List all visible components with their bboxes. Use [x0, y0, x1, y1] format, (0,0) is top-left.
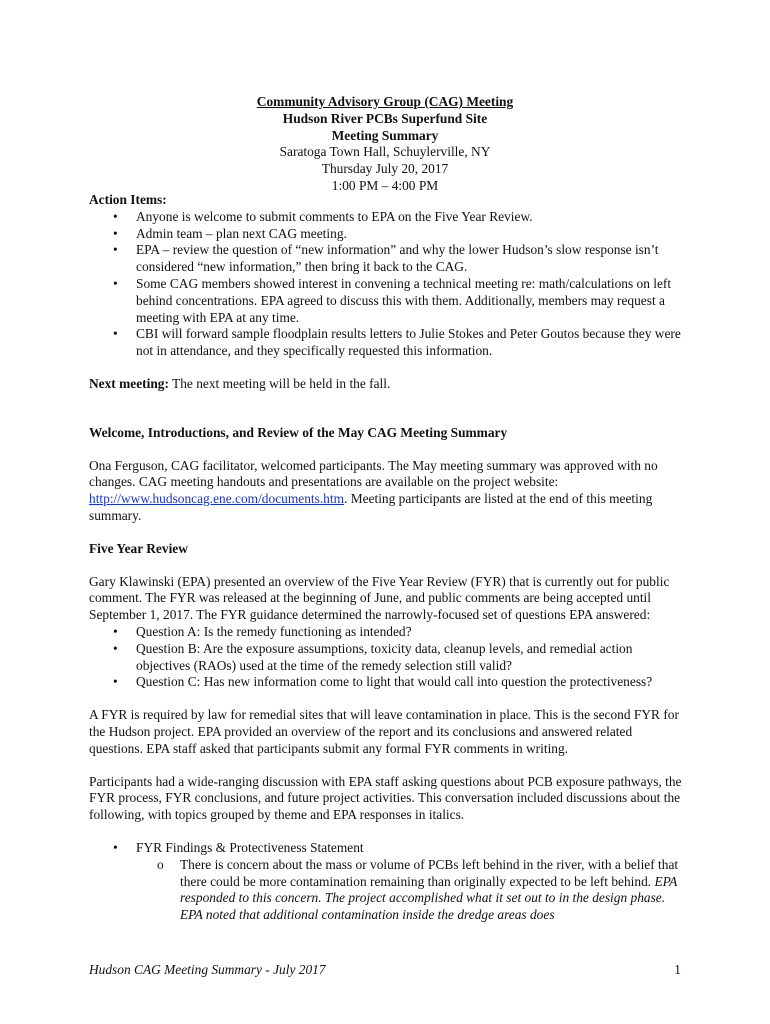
next-meeting [89, 376, 689, 393]
question-item: • Question C: Has new information come to light that would call into question the protectiveness? [89, 674, 689, 691]
project-website-link[interactable]: http://www.hudsoncag.ene.com/documents.htm [89, 491, 344, 507]
welcome-paragraph [89, 458, 689, 525]
topics-list [89, 840, 689, 857]
action-item: • Anyone is welcome to submit comments to EPA on the Five Year Review. [89, 209, 689, 226]
subtopics-list [89, 857, 689, 924]
action-items-list [89, 209, 689, 360]
five-year-paragraph-1: Gary Klawinski (EPA) presented an overview of the Five Year Review (FYR) that is currently out for public comment. The FYR was released at the beginning of June, and public comments are being accepted until September 1, 2017. The FYR guidance determined the narrowly-focused set of questions EPA answered: [89, 573, 670, 623]
action-item: • Admin team – plan next CAG meeting. [89, 226, 689, 243]
question-item: • Question B: Are the exposure assumptions, toxicity data, cleanup levels, and remedial action objectives (RAOs) used at the time of the remedy selection still valid? [89, 641, 689, 675]
page-number: 1 [674, 962, 681, 977]
welcome-text: Ona Ferguson, CAG facilitator, welcomed participants. The May meeting summary was approved with no changes. CAG meeting handouts and presentations are available on the project website: [89, 457, 658, 490]
five-year-paragraph-3: Participants had a wide-ranging discussion with EPA staff asking questions about PCB exposure pathways, the FYR process, FYR conclusions, and future project activities. This conversation included discussions about the following, with topics grouped by theme and EPA responses in italics. [89, 773, 682, 823]
footer-title: Hudson CAG Meeting Summary - July 2017 [89, 962, 326, 977]
action-items-heading: Action Items: [89, 192, 167, 207]
action-item: • CBI will forward sample floodplain results letters to Julie Stokes and Peter Goutos because they were not in attendance, and they specifically requested this information. [89, 326, 689, 360]
welcome-heading: Welcome, Introductions, and Review of the May CAG Meeting Summary [89, 424, 508, 440]
subtopic-item [89, 857, 689, 924]
subtopic-text: There is concern about the mass or volume of PCBs left behind in the river, with a belief that there could be more contamination remaining than originally expected to be left behind. [180, 856, 679, 889]
action-item: • EPA – review the question of “new information” and why the lower Hudson’s slow response isn’t considered “new information,” then bring it back to the CAG. [89, 242, 689, 276]
five-year-review-heading: Five Year Review [89, 540, 188, 556]
header-time: 1:00 PM – 4:00 PM [331, 177, 439, 193]
epa-response-text: EPA responded to this concern. The project accomplished what it set out to in the design phase. EPA noted that additional contamination inside the dredge areas does [180, 873, 678, 923]
header-title: Community Advisory Group (CAG) Meeting [256, 94, 514, 109]
page-footer [89, 962, 681, 979]
header-location: Saratoga Town Hall, Schuylerville, NY [279, 144, 491, 160]
questions-list [89, 624, 689, 691]
topic-item: • FYR Findings & Protectiveness Statement [89, 840, 689, 857]
next-meeting-label: Next meeting: [89, 375, 169, 391]
question-item: • Question A: Is the remedy functioning as intended? [89, 624, 689, 641]
header-date: Thursday July 20, 2017 [321, 161, 449, 177]
header-site: Hudson River PCBs Superfund Site [282, 110, 488, 126]
document-header [120, 94, 650, 195]
next-meeting-text: The next meeting will be held in the fall. [168, 375, 391, 391]
document-body [89, 192, 689, 924]
five-year-paragraph-2: A FYR is required by law for remedial sites that will leave contamination in place. This is the second FYR for the Hudson project. EPA provided an overview of the report and its conclusions and answered related questions. EPA staff asked that participants submit any formal FYR comments in writing. [89, 707, 679, 756]
action-item: • Some CAG members showed interest in convening a technical meeting re: math/calculations on left behind concentrations. EPA agreed to discuss this with them. Additionally, members may request a meeting with EPA at any time. [89, 276, 689, 326]
header-summary-label: Meeting Summary [331, 127, 439, 143]
welcome-text-end: . Meeting participants are listed at the end of this meeting summary. [89, 491, 653, 523]
